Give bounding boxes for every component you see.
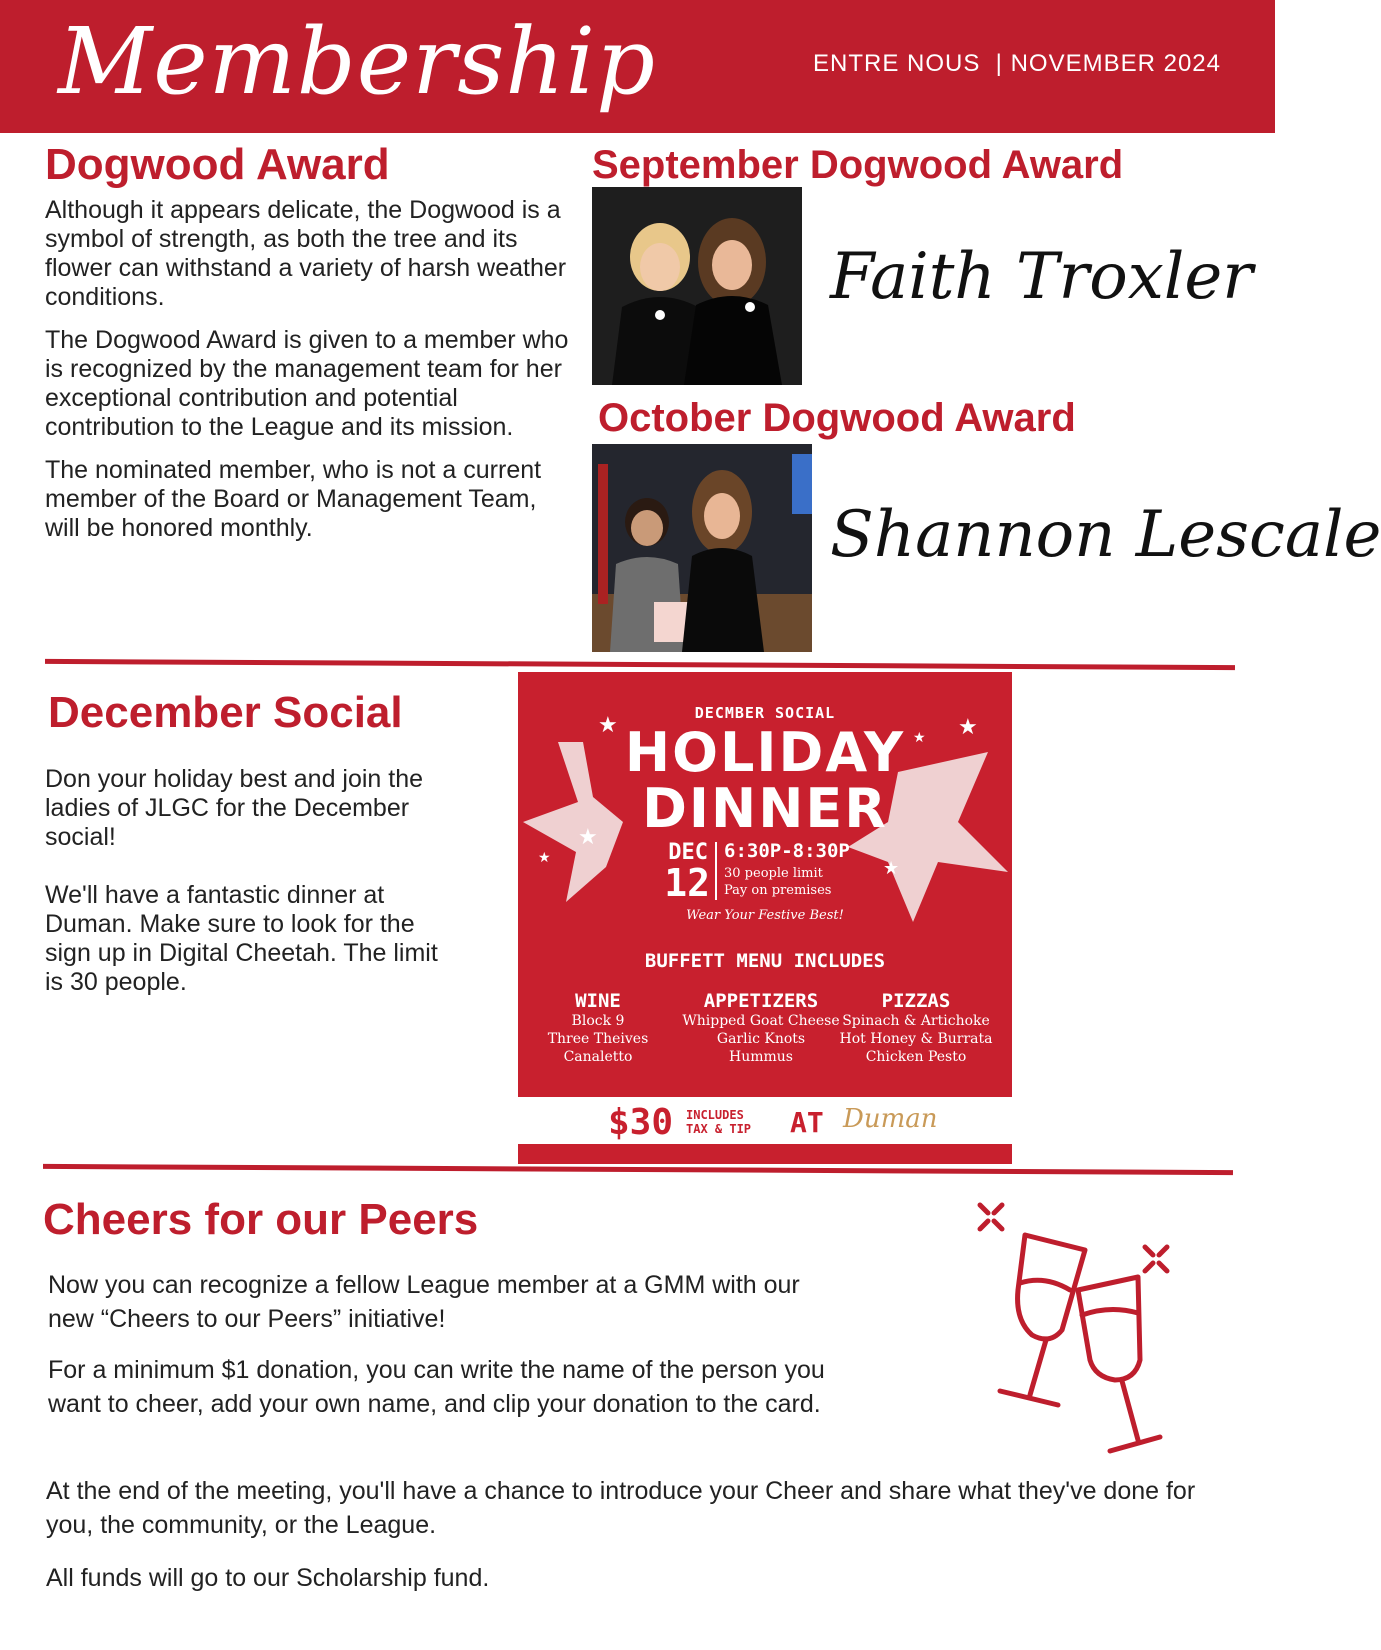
poster-venue-logo: Duman <box>843 1104 938 1134</box>
svg-text:★: ★ <box>578 825 598 850</box>
cheers-text-top <box>48 1268 838 1421</box>
poster-tagline: Wear Your Festive Best! <box>686 908 844 923</box>
october-photo <box>592 444 812 652</box>
poster-background <box>518 672 1012 1097</box>
poster-headline-2: DINNER <box>642 777 888 840</box>
cheers-title: Cheers for our Peers <box>43 1195 479 1244</box>
holiday-dinner-poster <box>518 672 1012 1164</box>
menu-item: Whipped Goat Cheese <box>682 1013 840 1029</box>
menu-item: Garlic Knots <box>716 1031 806 1047</box>
poster-price-note-1: INCLUDES <box>686 1108 744 1122</box>
svg-text:★: ★ <box>598 713 618 738</box>
menu-item: Spinach & Artichoke <box>842 1013 990 1029</box>
poster-month: DEC <box>668 840 708 865</box>
poster-eyebrow: DECMBER SOCIAL <box>694 704 836 722</box>
cheers-paragraph: For a minimum $1 donation, you can write the name of the person you want to cheer, add your own name, and clip your donation to the card. <box>48 1356 825 1418</box>
menu-column-wine <box>518 990 678 1066</box>
dogwood-paragraph: Although it appears delicate, the Dogwood is a symbol of strength, as both the tree and its flower can withstand a variety of harsh weather conditions. <box>45 196 567 311</box>
september-photo <box>592 187 802 385</box>
svg-text:★: ★ <box>913 730 926 746</box>
poster-price: $30 <box>608 1102 674 1143</box>
menu-heading: WINE <box>575 990 621 1012</box>
champagne-glasses-icon <box>970 1195 1190 1470</box>
section-divider <box>43 1164 1233 1175</box>
poster-price-note-2: TAX & TIP <box>686 1122 752 1136</box>
poster-time: 6:30P-8:30P <box>724 840 850 862</box>
poster-bottom-bar <box>518 1144 1012 1164</box>
september-photo-illustration <box>592 187 802 385</box>
december-title: December Social <box>48 688 403 737</box>
october-signature: Shannon Lescale <box>830 498 1381 572</box>
menu-column-appetizers <box>666 990 856 1066</box>
poster-limit: 30 people limit <box>724 866 823 881</box>
dogwood-title: Dogwood Award <box>45 140 390 189</box>
menu-item: Hot Honey & Burrata <box>839 1031 993 1047</box>
december-paragraph: Don your holiday best and join the ladies of JLGC for the December social! <box>45 765 424 851</box>
poster-date-divider <box>715 842 717 900</box>
cheers-paragraph: At the end of the meeting, you'll have a chance to introduce your Cheer and share what they've done for you, the community, or the League. <box>46 1477 1196 1539</box>
menu-item: Canaletto <box>563 1049 633 1065</box>
october-title: October Dogwood Award <box>598 396 1076 440</box>
menu-item: Three Theives <box>547 1031 649 1047</box>
issue-label: ENTRE NOUS | NOVEMBER 2024 <box>813 50 1221 77</box>
cheers-text-bottom <box>46 1474 1226 1595</box>
menu-column-pizzas <box>836 990 996 1066</box>
menu-heading: PIZZAS <box>881 990 951 1012</box>
svg-text:★: ★ <box>883 858 900 879</box>
poster-day: 12 <box>664 861 710 905</box>
section-script-title: Membership <box>58 8 656 115</box>
poster-price-note <box>686 1108 751 1136</box>
section-divider <box>45 659 1235 670</box>
december-paragraph: We'll have a fantastic dinner at Duman. Make sure to look for the sign up in Digital Cheetah. The limit is 30 people. <box>45 881 438 996</box>
cheers-paragraph: Now you can recognize a fellow League member at a GMM with our new “Cheers to our Peers” initiative! <box>48 1271 800 1333</box>
menu-item: Chicken Pesto <box>865 1049 967 1065</box>
svg-text:★: ★ <box>958 715 978 740</box>
september-signature: Faith Troxler <box>830 240 1253 314</box>
svg-text:★: ★ <box>538 850 551 866</box>
menu-item: Block 9 <box>571 1013 625 1029</box>
december-text <box>45 765 445 997</box>
dogwood-text <box>45 196 575 557</box>
poster-at: AT <box>790 1106 824 1139</box>
dogwood-paragraph: The nominated member, who is not a current member of the Board or Management Team, will be honored monthly. <box>45 456 542 542</box>
september-title: September Dogwood Award <box>592 143 1124 187</box>
poster-headline-1: HOLIDAY <box>624 721 906 784</box>
dogwood-paragraph: The Dogwood Award is given to a member who is recognized by the management team for her exceptional contribution and potential contribution to the League and its mission. <box>45 326 569 441</box>
poster-pay: Pay on premises <box>724 883 832 898</box>
menu-heading: APPETIZERS <box>703 990 819 1012</box>
cheers-paragraph: All funds will go to our Scholarship fund. <box>46 1564 490 1592</box>
poster-menu-title: BUFFETT MENU INCLUDES <box>644 950 886 972</box>
october-photo-illustration <box>592 444 812 652</box>
menu-item: Hummus <box>729 1049 793 1065</box>
